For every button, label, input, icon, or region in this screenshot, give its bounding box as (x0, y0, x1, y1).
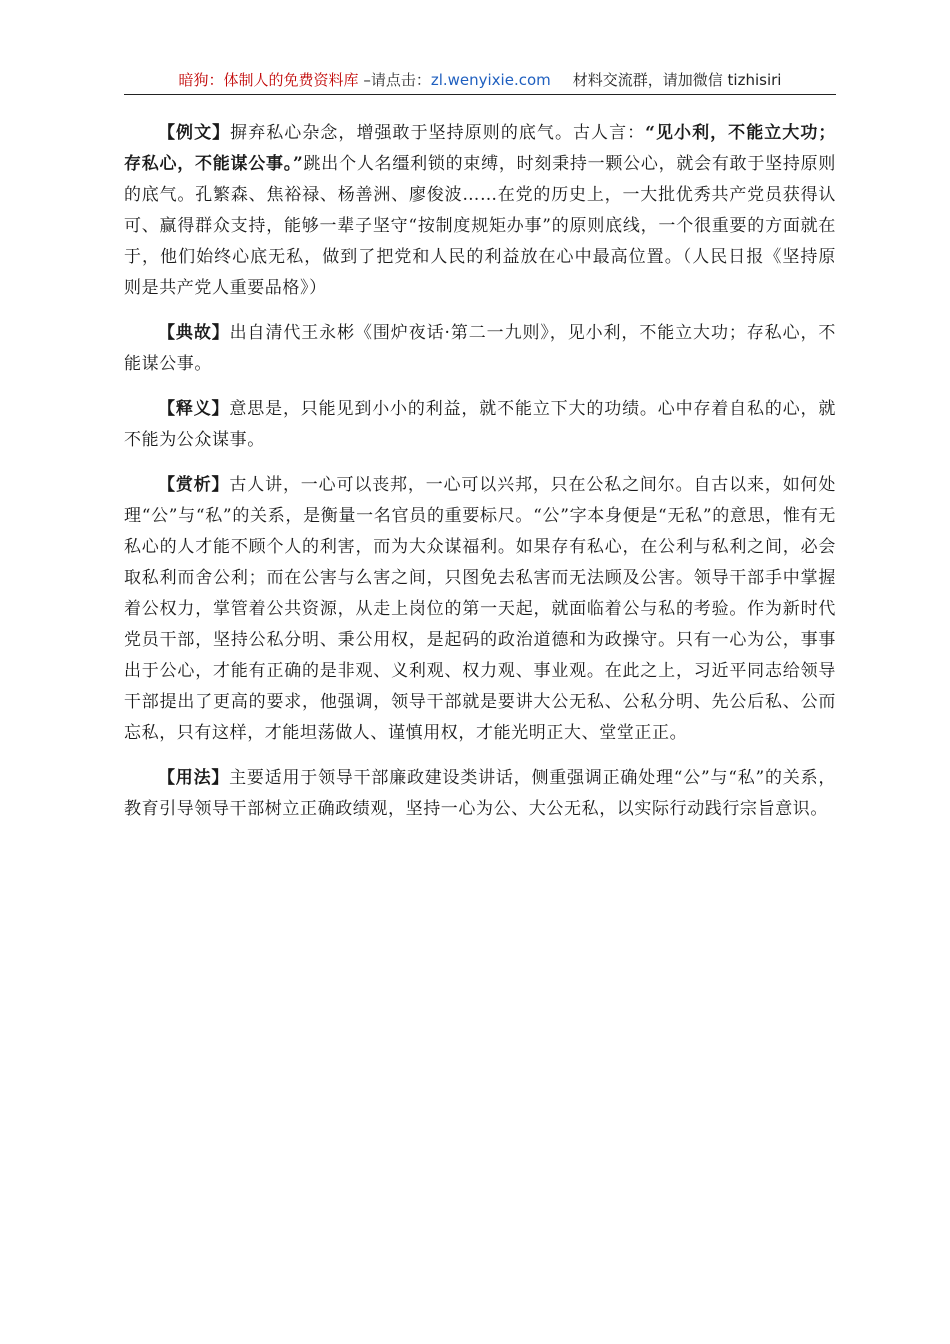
header-wechat-note: 材料交流群，请加微信 tizhisiri (572, 71, 782, 89)
paragraph-usage (124, 763, 836, 825)
tag-origin: 【典故】 (158, 323, 230, 343)
example-text-after: 跳出个人名缰利锁的束缚，时刻秉持一颗公心，就会有敢于坚持原则的底气。孔繁森、焦裕禄、杨善洲、廖俊波……在党的历史上，一大批优秀共产党员获得认可、赢得群众支持，能够一辈子坚守“按制度规矩办事”的原则底线，一个很重要的方面就在于，他们始终心底无私，做到了把党和人民的利益放在心中最高位置。（人民日报《坚持原则是共产党人重要品格》） (124, 154, 836, 298)
example-text-before: 摒弃私心杂念，增强敢于坚持原则的底气。古人言： (230, 123, 646, 143)
header-link[interactable]: zl.wenyixie.com (430, 71, 551, 89)
page-header (124, 66, 836, 95)
paragraph-origin (124, 318, 836, 380)
tag-meaning: 【释义】 (158, 399, 230, 419)
tag-usage: 【用法】 (158, 768, 230, 788)
paragraph-analysis (124, 470, 836, 749)
paragraph-example (124, 118, 836, 304)
example-quote: “见小利，不能立大功；存私心，不能谋公事。” (124, 123, 836, 174)
header-prompt: –请点击： (358, 71, 431, 89)
meaning-text: 意思是，只能见到小小的利益，就不能立下大的功绩。心中存着自私的心，就不能为公众谋事。 (124, 399, 836, 450)
tag-example: 【例文】 (158, 123, 231, 143)
origin-text: 出自清代王永彬《围炉夜话·第二一九则》，见小利，不能立大功；存私心，不能谋公事。 (124, 323, 836, 374)
usage-text: 主要适用于领导干部廉政建设类讲话，侧重强调正确处理“公”与“私”的关系，教育引导领导干部树立正确政绩观，坚持一心为公、大公无私，以实际行动践行宗旨意识。 (124, 768, 836, 819)
tag-analysis: 【赏析】 (158, 475, 230, 495)
header-brand: 暗狗：体制人的免费资料库 (178, 71, 359, 89)
analysis-text: 古人讲，一心可以丧邦，一心可以兴邦，只在公私之间尔。自古以来，如何处理“公”与“私”的关系，是衡量一名官员的重要标尺。“公”字本身便是“无私”的意思，惟有无私心的人才能不顾个人的利害，而为大众谋福利。如果存有私心，在公利与私利之间，必会取私利而舍公利；而在公害与么害之间，只图免去私害而无法顾及公害。领导干部手中掌握着公权力，掌管着公共资源，从走上岗位的第一天起，就面临着公与私的考验。作为新时代党员干部，坚持公私分明、秉公用权，是起码的政治道德和为政操守。只有一心为公，事事出于公心，才能有正确的是非观、义利观、权力观、事业观。在此之上，习近平同志给领导干部提出了更高的要求，他强调，领导干部就是要讲大公无私、公私分明、先公后私、公而忘私，只有这样，才能坦荡做人、谨慎用权，才能光明正大、堂堂正正。 (124, 475, 836, 743)
document-body (124, 118, 836, 839)
paragraph-meaning (124, 394, 836, 456)
